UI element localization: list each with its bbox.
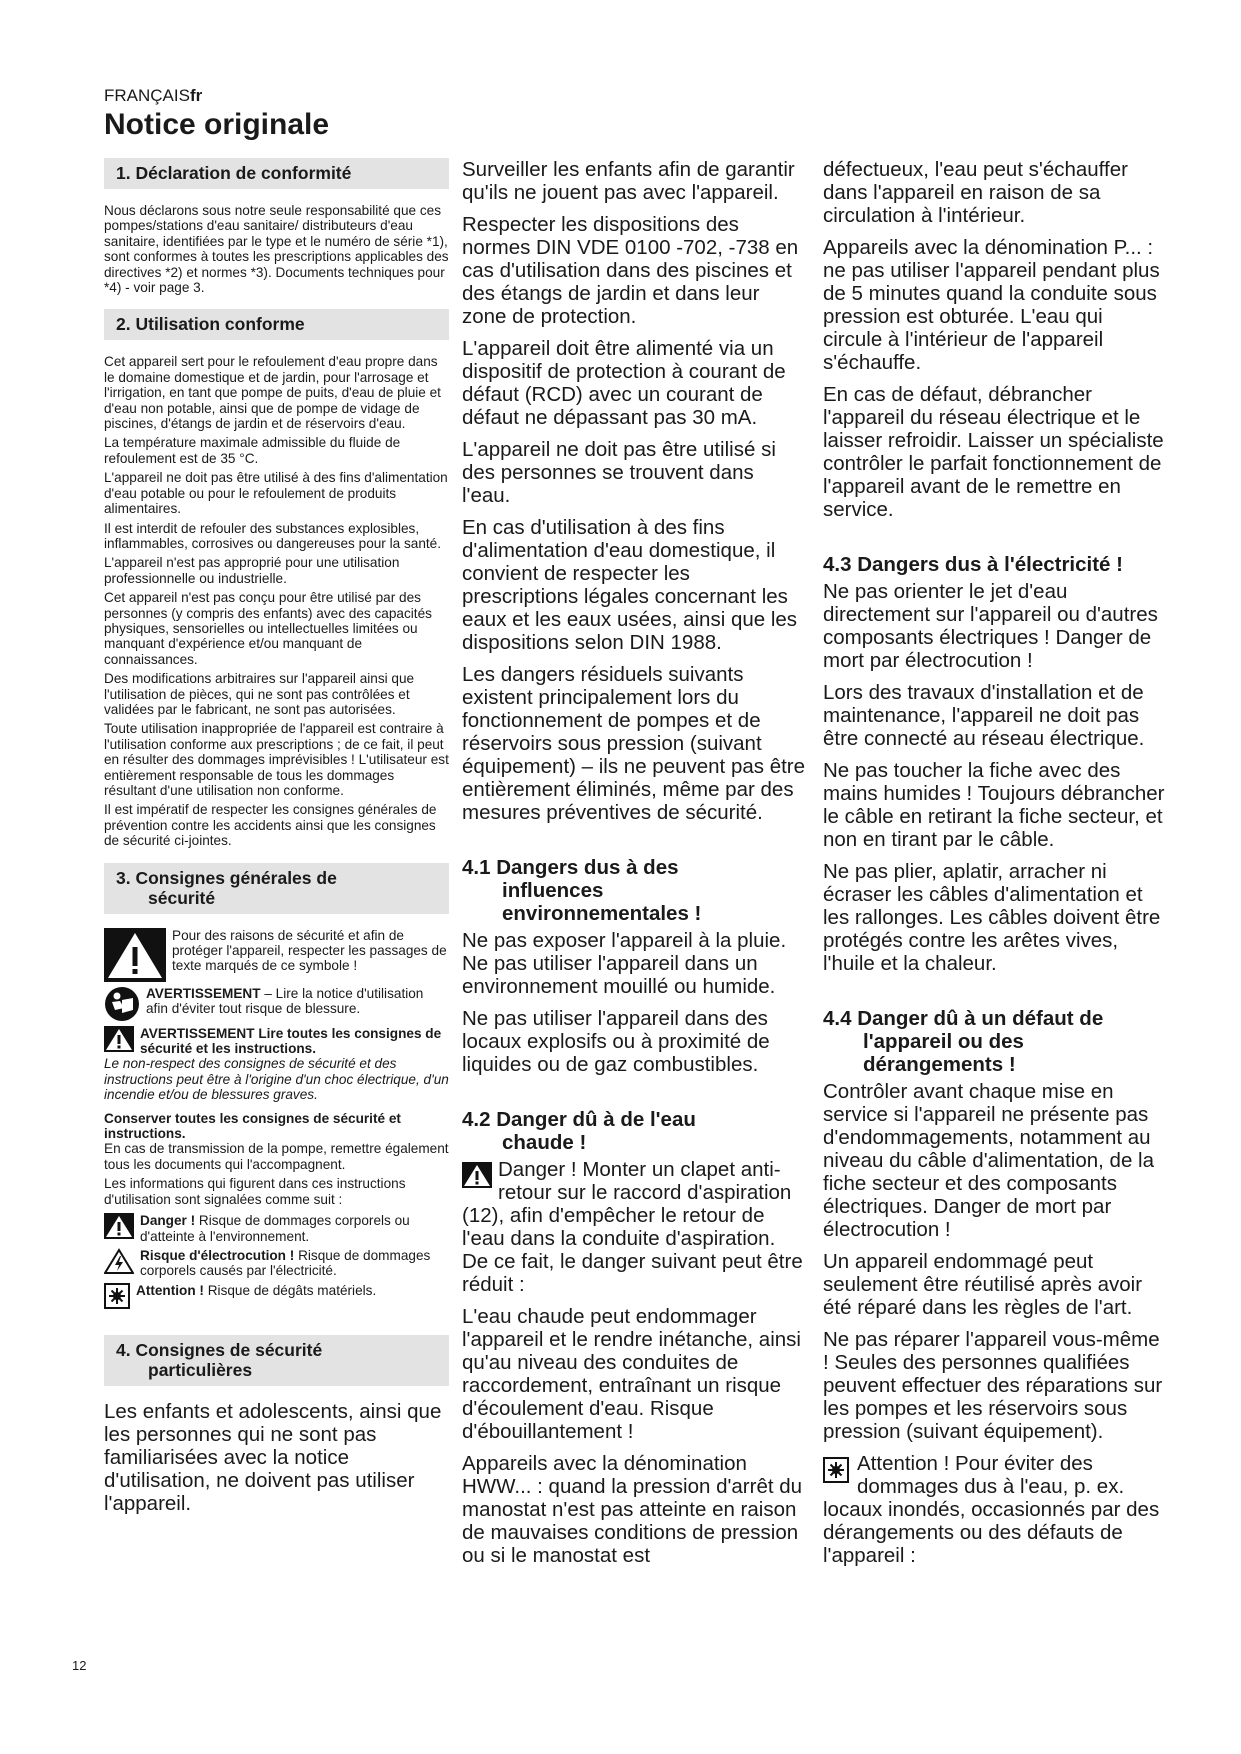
paragraph: défectueux, l'eau peut s'échauffer dans l'appareil en raison de sa circulation à l'intérieur. bbox=[823, 158, 1128, 227]
column-1 bbox=[104, 158, 449, 1524]
section-title: Déclaration de conformité bbox=[135, 163, 352, 183]
paragraph: Des modifications arbitraires sur l'appareil ainsi que l'utilisation de pièces, qui ne sont pas contrôlées et validées par le fabricant, ne sont pas autorisées. bbox=[104, 671, 415, 717]
paragraph: L'appareil ne doit pas être utilisé si des personnes se trouvent dans l'eau. bbox=[462, 438, 776, 507]
section-title: Utilisation conforme bbox=[135, 314, 305, 335]
subsection-title: Danger dû à un défaut de bbox=[857, 1007, 1104, 1030]
paragraph: L'appareil doit être alimenté via un dispositif de protection à courant de défaut (RCD) avec un courant de défaut ne dépassant pas 30 mA. bbox=[462, 337, 786, 429]
paragraph: Appareils avec la dénomination HWW... : quand la pression d'arrêt du manostat n'est pas atteinte en raison de mauvaises conditions de pression ou si le manostat est bbox=[462, 1452, 803, 1567]
paragraph: Ne pas réparer l'appareil vous-même ! Seules des personnes qualifiées peuvent effectuer des réparations sur les pompes et les réservoirs sous pression (suivant équipement). bbox=[823, 1328, 1163, 1443]
danger-text: Danger ! Monter un clapet anti-retour sur le raccord d'aspiration (12), afin d'empêcher le retour de l'eau dans la conduite d'aspiration. De ce fait, le danger suivant peut être réduit : bbox=[462, 1158, 803, 1296]
attention-description: Risque de dégâts matériels. bbox=[203, 1282, 377, 1298]
section-3-body bbox=[104, 1056, 449, 1207]
safety-symbol-text: Pour des raisons de sécurité et afin de protéger l'appareil, respecter les passages de texte marqués de ce symbole ! bbox=[172, 927, 447, 974]
language-name: FRANÇAIS bbox=[104, 86, 190, 105]
danger-label: Danger ! bbox=[140, 1213, 196, 1229]
read-manual-row bbox=[104, 986, 449, 1022]
paragraph: L'appareil n'est pas approprié pour une utilisation professionnelle ou industrielle. bbox=[104, 555, 400, 586]
attention-paragraph bbox=[823, 1452, 1165, 1567]
subsection-number: 4.2 bbox=[462, 1108, 491, 1131]
subsection-4-4-body bbox=[823, 1080, 1165, 1567]
section-title: Consignes de sécurité bbox=[135, 1339, 323, 1360]
section-number: 3. bbox=[116, 867, 131, 888]
electric-text bbox=[140, 1248, 449, 1279]
danger-paragraph bbox=[462, 1158, 806, 1296]
paragraph: La température maximale admissible du fluide de refoulement est de 35 °C. bbox=[104, 435, 401, 466]
section-2-body bbox=[104, 354, 449, 848]
warning-text: – Lire la notice d'utilisation afin d'éviter tout risque de blessure. bbox=[146, 985, 424, 1017]
paragraph: En cas de défaut, débrancher l'appareil du réseau électrique et le laisser refroidir. Laisser un spécialiste contrôler le parfait fonctionnement de l'appareil avant de le remettre en service. bbox=[823, 383, 1164, 521]
subsection-title-continued: dérangements ! bbox=[863, 1053, 1016, 1076]
paragraph: Ne pas utiliser l'appareil dans des locaux explosifs ou à proximité de liquides ou de gaz combustibles. bbox=[462, 1007, 770, 1076]
warning-label: AVERTISSEMENT Lire toutes les consignes de sécurité et les instructions. bbox=[140, 1025, 442, 1057]
paragraph: Ne pas toucher la fiche avec des mains humides ! Toujours débrancher le câble en retirant la fiche secteur, et non en tirant par le câble. bbox=[823, 759, 1165, 851]
language-code: fr bbox=[189, 86, 203, 105]
read-manual-text bbox=[146, 986, 449, 1017]
subsection-number: 4.1 bbox=[462, 856, 491, 879]
paragraph: Appareils avec la dénomination P... : ne pas utiliser l'appareil pendant plus de 5 minutes quand la conduite sous pression est obturée. L'eau qui circule à l'intérieur de l'appareil s'échauffe. bbox=[823, 236, 1160, 374]
subsection-number: 4.4 bbox=[823, 1007, 852, 1030]
paragraph: Respecter les dispositions des normes DIN VDE 0100 -702, -738 en cas d'utilisation dans des piscines et des étangs de jardin et dans leur zone de protection. bbox=[462, 213, 799, 328]
electric-label: Risque d'électrocution ! bbox=[140, 1247, 295, 1263]
paragraph-bold: Conserver toutes les consignes de sécurité et instructions. bbox=[104, 1110, 401, 1142]
attention-text bbox=[136, 1283, 376, 1298]
column-2-top bbox=[462, 158, 806, 824]
read-manual-icon bbox=[104, 986, 140, 1022]
read-all-warnings-row bbox=[104, 1026, 449, 1057]
subsection-4-4-heading bbox=[823, 1007, 1165, 1076]
paragraph: Contrôler avant chaque mise en service si l'appareil ne présente pas d'endommagements, notamment au niveau du câble d'alimentation, de la fiche secteur et des composants électriques. Danger de mort par électrocution ! bbox=[823, 1080, 1155, 1241]
warning-label: AVERTISSEMENT bbox=[146, 985, 261, 1001]
section-number: 1. bbox=[116, 163, 131, 183]
attention-icon bbox=[823, 1457, 849, 1483]
section-title: Consignes générales de bbox=[135, 867, 337, 888]
section-4-heading bbox=[104, 1335, 449, 1386]
paragraph: Ne pas orienter le jet d'eau directement sur l'appareil ou d'autres composants électriques ! Danger de mort par électrocution ! bbox=[823, 580, 1158, 672]
attention-text: Attention ! Pour éviter des dommages dus à l'eau, p. ex. locaux inondés, occasionnés par des dérangements ou des défauts de l'appareil : bbox=[823, 1452, 1160, 1567]
warning-triangle-icon bbox=[104, 1213, 134, 1239]
paragraph: En cas de transmission de la pompe, remettre également tous les documents qui l'accompagnent. bbox=[104, 1141, 449, 1172]
subsection-title: Danger dû à de l'eau bbox=[496, 1108, 696, 1131]
subsection-title-continued: chaude ! bbox=[502, 1131, 587, 1154]
section-1-body bbox=[104, 203, 449, 295]
subsection-title-continued: influences bbox=[502, 879, 604, 902]
paragraph: L'appareil ne doit pas être utilisé à des fins d'alimentation d'eau potable ou pour le refoulement de produits alimentaires. bbox=[104, 470, 448, 517]
read-all-warnings-text bbox=[140, 1026, 449, 1057]
paragraph: Les dangers résiduels suivants existent principalement lors du fonctionnement de pompes et de réservoirs sous pression (suivant équipement) – ils ne peuvent pas être entièrement éliminés, même par des mesures préventives de sécurité. bbox=[462, 663, 806, 824]
column-2 bbox=[462, 158, 806, 1576]
warning-triangle-icon bbox=[462, 1162, 492, 1188]
paragraph: Il est interdit de refouler des substances explosibles, inflammables, corrosives ou dangereuses pour la santé. bbox=[104, 520, 442, 551]
subsection-4-2-heading bbox=[462, 1108, 806, 1154]
paragraph: Ne pas plier, aplatir, arracher ni écraser les câbles d'alimentation et les rallonges. Les câbles doivent être protégés contre les arêtes vives, l'huile et la chaleur. bbox=[823, 860, 1161, 975]
paragraph: Il est impératif de respecter les consignes générales de prévention contre les accidents ainsi que les consignes de sécurité ci-jointes. bbox=[104, 802, 437, 849]
electric-description: Risque de dommages corporels causés par l'électricité. bbox=[140, 1247, 431, 1279]
paragraph: Cet appareil sert pour le refoulement d'eau propre dans le domaine domestique et de jardin, pour l'arrosage et l'irrigation, en tant que pompe de puits, d'eau de pluie et d'eau non potable, ainsi que de pompe de vidage de piscines, d'étangs de jardin et de réservoirs d'eau. bbox=[104, 354, 441, 432]
attention-row bbox=[104, 1283, 449, 1309]
language-label bbox=[104, 86, 202, 106]
column-3 bbox=[823, 158, 1165, 1576]
page-title: Notice originale bbox=[104, 108, 330, 141]
attention-label: Attention ! bbox=[136, 1282, 204, 1298]
subsection-4-3-body bbox=[823, 580, 1165, 975]
warning-consequence: Le non-respect des consignes de sécurité et des instructions peut être à l'origine d'un choc électrique, d'un incendie et/ou de blessures graves. bbox=[104, 1056, 449, 1103]
section-1-heading bbox=[104, 158, 449, 189]
paragraph: Surveiller les enfants afin de garantir qu'ils ne jouent pas avec l'appareil. bbox=[462, 158, 795, 204]
paragraph: Les informations qui figurent dans ces instructions d'utilisation sont signalées comme suit : bbox=[104, 1176, 406, 1207]
section-title-continued: sécurité bbox=[148, 887, 216, 908]
subsection-4-3-heading: 4.3 Dangers dus à l'électricité ! bbox=[823, 553, 1123, 576]
safety-symbol-row bbox=[104, 928, 449, 982]
paragraph: Ne pas exposer l'appareil à la pluie. Ne pas utiliser l'appareil dans un environnement mouillé ou humide. bbox=[462, 929, 787, 998]
subsection-4-1-heading bbox=[462, 856, 806, 925]
paragraph: L'eau chaude peut endommager l'appareil et le rendre inétanche, ainsi qu'au niveau des conduites de raccordement, entraînant un risque d'écoulement d'eau. Risque d'ébouillantement ! bbox=[462, 1305, 801, 1443]
subsection-title-continued: l'appareil ou des bbox=[863, 1030, 1024, 1053]
page-number: 12 bbox=[72, 1658, 87, 1673]
warning-triangle-icon bbox=[104, 1026, 134, 1052]
paragraph: Cet appareil n'est pas conçu pour être utilisé par des personnes (y compris des enfants) avec des capacités physiques, sensorielles ou intellectuelles limitées ou manquant d'expérience et/ou manquant de connaissances. bbox=[104, 590, 432, 667]
danger-row bbox=[104, 1213, 449, 1244]
danger-description: Risque de dommages corporels ou d'atteinte à l'environnement. bbox=[140, 1213, 410, 1244]
section-2-heading bbox=[104, 309, 449, 340]
paragraph: Nous déclarons sous notre seule responsabilité que ces pompes/stations d'eau sanitaire/ distributeurs d'eau sanitaire, identifiées par le type et le numéro de série *1), sont conformes à toutes les prescriptions applicables des directives *2) et normes *3). Documents techniques pour *4) - voir page 3. bbox=[104, 203, 449, 296]
paragraph: Les enfants et adolescents, ainsi que les personnes qui ne sont pas familiarisées avec la notice d'utilisation, ne doivent pas utiliser l'appareil. bbox=[104, 1399, 442, 1515]
paragraph: Un appareil endommagé peut seulement être réutilisé après avoir été réparé dans les règles de l'art. bbox=[823, 1250, 1143, 1319]
paragraph: En cas d'utilisation à des fins d'alimentation d'eau domestique, il convient de respecter les prescriptions légales concernant les eaux et les eaux usées, ainsi que les dispositions selon DIN 1988. bbox=[462, 516, 798, 654]
paragraph: Toute utilisation inappropriée de l'appareil est contraire à l'utilisation conforme aux prescriptions ; de ce fait, il peut en résulter des dommages imprévisibles ! L'utilisateur est entièrement responsable de tous les dommages résultant d'une utilisation non conforme. bbox=[104, 721, 449, 798]
subsection-4-2-body bbox=[462, 1158, 806, 1567]
section-number: 2. bbox=[116, 314, 131, 335]
section-3-heading bbox=[104, 863, 449, 914]
section-number: 4. bbox=[116, 1339, 131, 1360]
section-title-continued: particulières bbox=[148, 1359, 253, 1380]
danger-text bbox=[140, 1213, 449, 1244]
subsection-4-1-body bbox=[462, 929, 806, 1076]
subsection-title: Dangers dus à des bbox=[496, 856, 679, 879]
section-4-body bbox=[104, 1400, 449, 1515]
warning-triangle-large-icon bbox=[104, 928, 166, 982]
subsection-title-continued: environnementales ! bbox=[502, 902, 702, 925]
column-3-top bbox=[823, 158, 1165, 521]
electric-row bbox=[104, 1248, 449, 1279]
attention-icon bbox=[104, 1283, 130, 1309]
paragraph: Lors des travaux d'installation et de maintenance, l'appareil ne doit pas être connecté au réseau électrique. bbox=[823, 681, 1145, 750]
electric-hazard-icon bbox=[104, 1248, 134, 1274]
